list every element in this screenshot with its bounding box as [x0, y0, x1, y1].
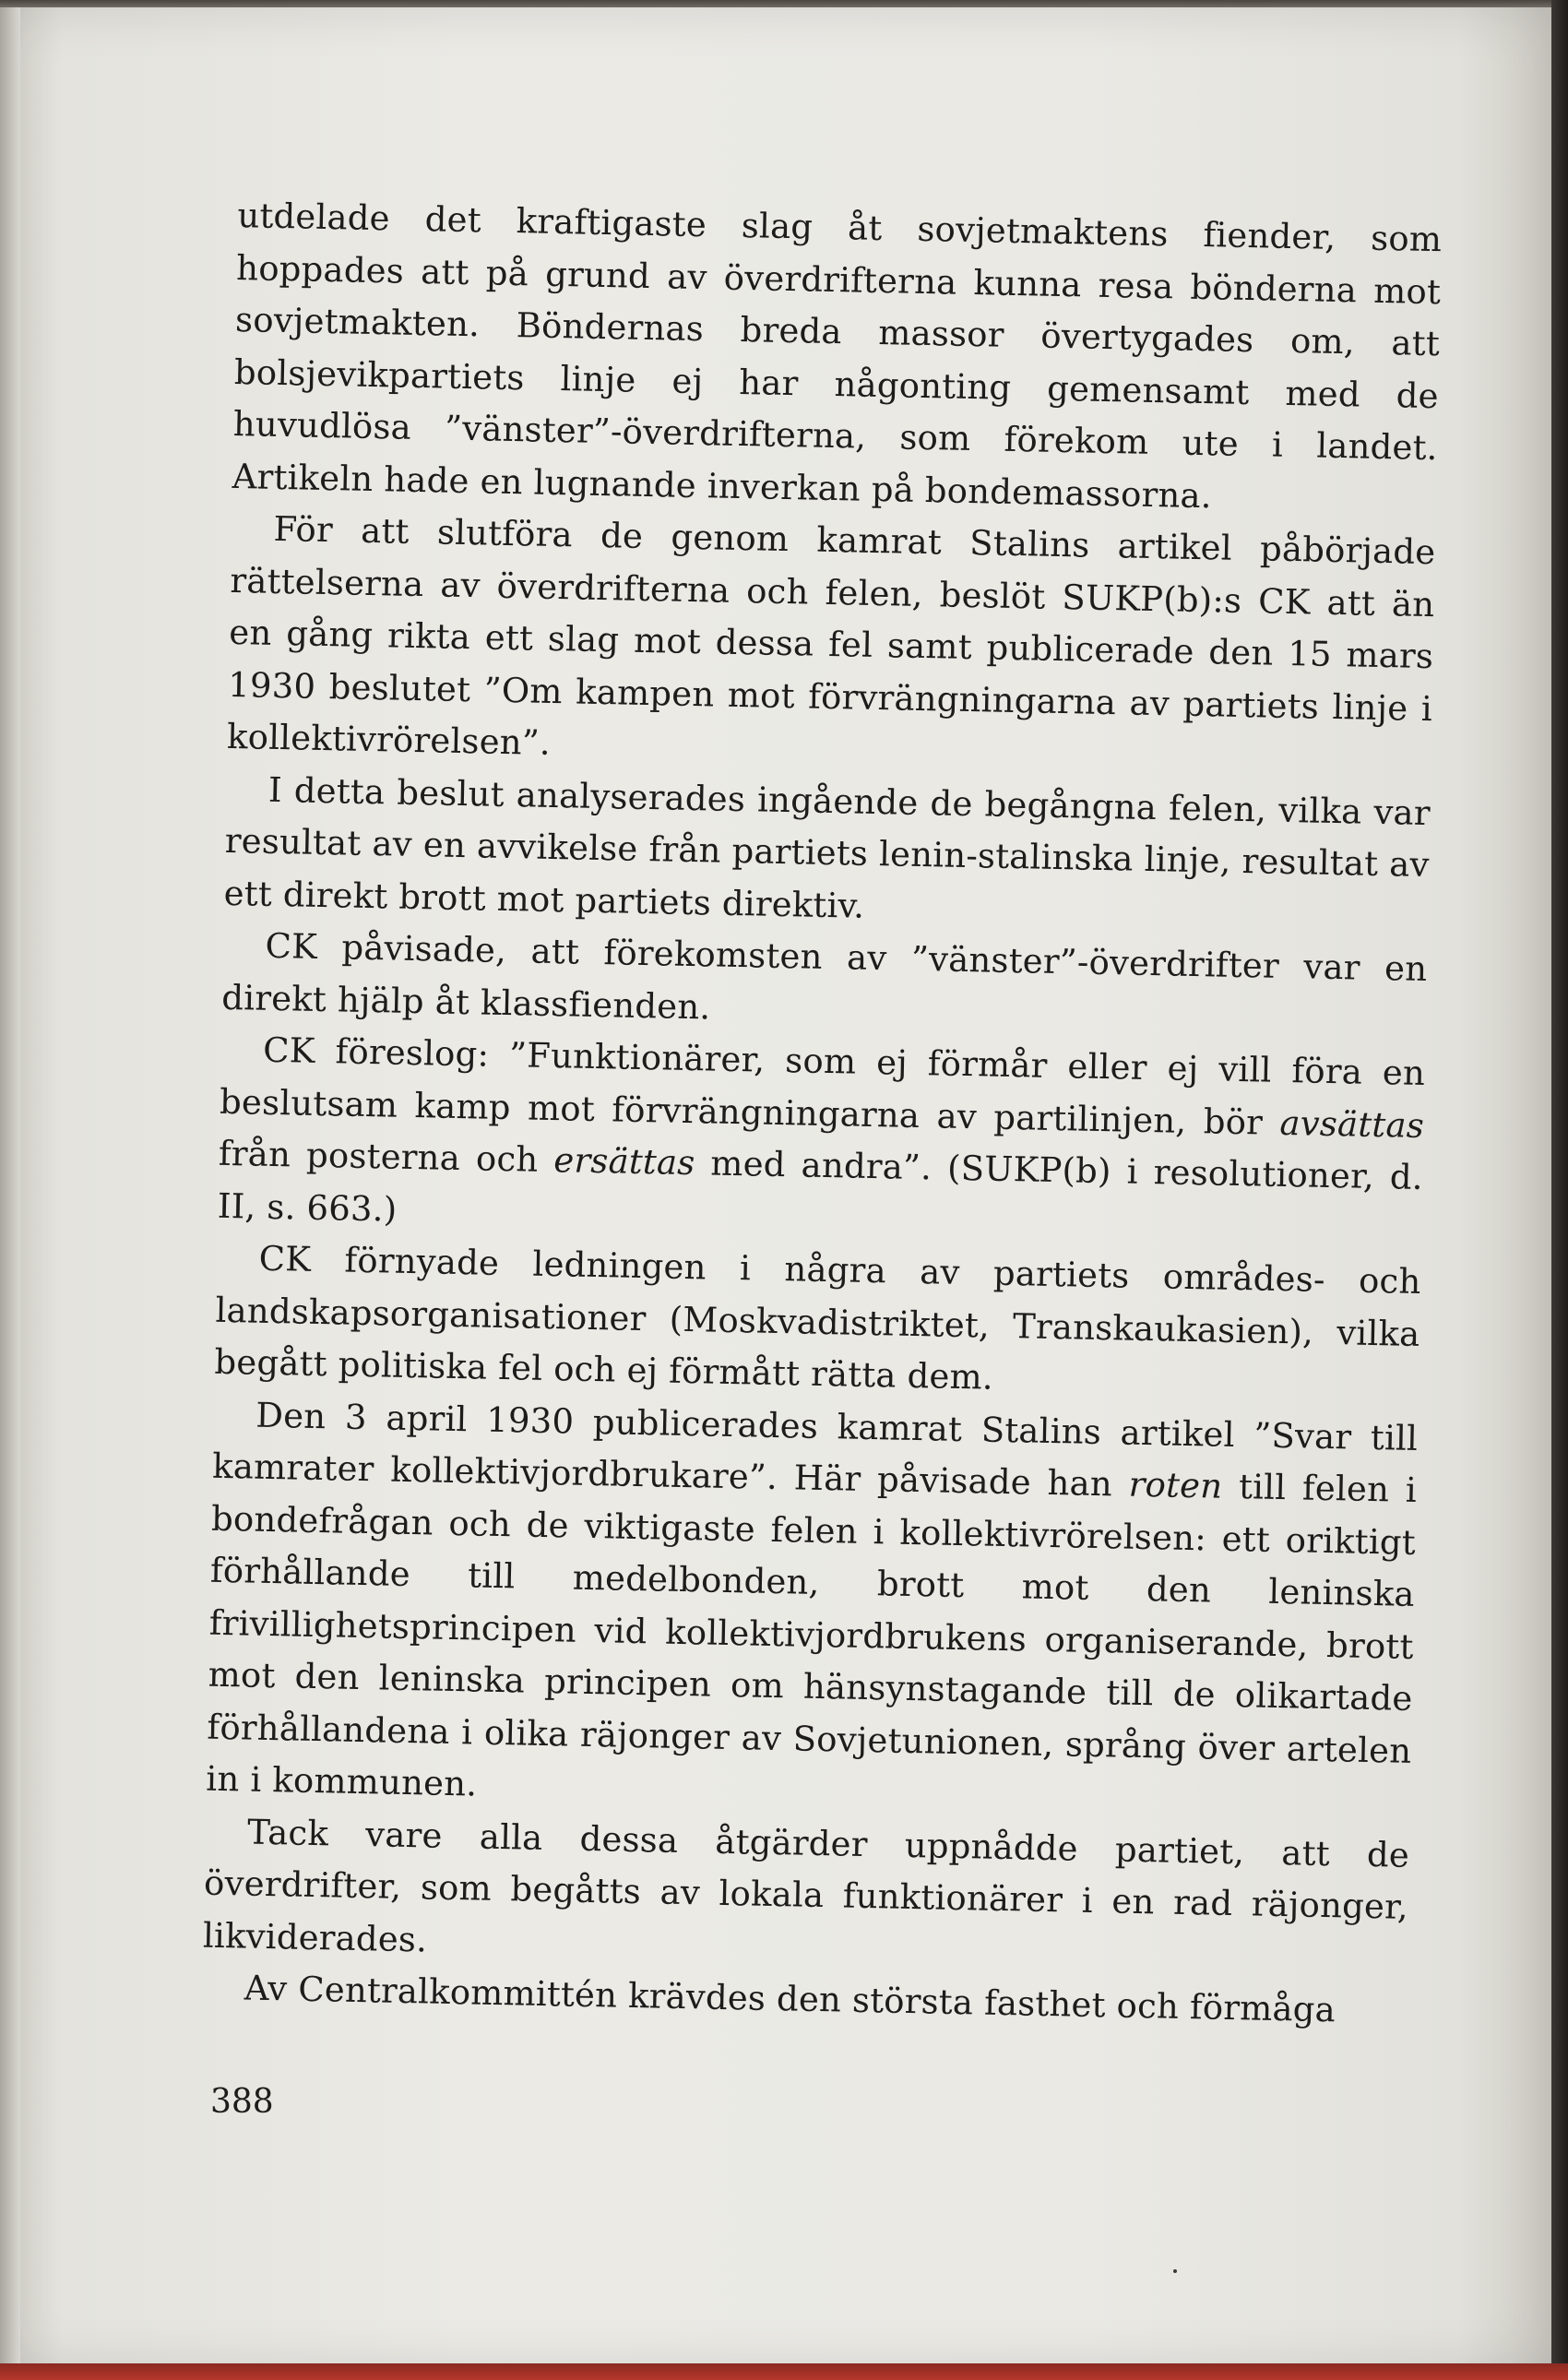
paragraph: CK påvisade, att förekomsten av ”vänster”-överdrifter var en direkt hjälp åt klassfienden.: [221, 925, 1428, 1027]
book-edge-right: [1551, 0, 1568, 2380]
text-run: CK föreslog: ”Funktionärer, som ej förmår eller ej vill föra en beslutsam kamp mot förvrängningarna av partilinjen, bör: [219, 1029, 1426, 1143]
text-run: från posterna och: [218, 1133, 554, 1181]
paragraph: Av Centralkommittén krävdes den största fasthet och förmåga: [244, 1968, 1336, 2030]
book-cover-edge-bottom: [0, 2363, 1568, 2380]
paragraph: utdelade det kraftigaste slag åt sovjetmaktens fiender, som hoppades att på grund av överdrifterna kunna resa bönderna mot sovjetmakten. Böndernas breda massor övertygades om, att bolsjevikpartiets linje ej har någonting gemensamt med de huvudlösa ”vänster”-överdrifterna, som förekom ute i landet. Artikeln hade en lugnande inverkan på bondemassorna.: [232, 195, 1443, 516]
paragraph: [206, 1388, 1419, 1829]
text-run: Den 3 april 1930 publicerades kamrat Stalins artikel ”Svar till kamrater kollektivjordbrukare”. Här påvisade han: [211, 1395, 1419, 1505]
italic-text-run: roten: [1128, 1464, 1223, 1506]
paper-speck: [1173, 2269, 1177, 2273]
italic-text-run: ersättas: [552, 1140, 695, 1184]
book-page: [0, 7, 1551, 2369]
text-run: till felen i bondefrågan och de viktigaste felen i kollektivrörelsen: ett oriktigt förhållande till medelbonden, brott mot den leninska frivillighetsprincipen vid kollektivjordbrukens organiserande, brott mot den leninska principen om hänsynstagande till de olikartade förhållandena i olika räjonger av Sovjetunionen, språng över artelen in i kommunen.: [205, 1466, 1418, 1804]
italic-text-run: avsättas: [1279, 1102, 1425, 1146]
paragraph: För att slutföra de genom kamrat Stalins artikel påbörjade rättelserna av överdrifterna och felen, beslöt SUKP(b):s CK att än en gång rikta ett slag mot dessa fel samt publicerade den 15 mars 1930 beslutet ”Om kampen mot förvrängningarna av partiets linje i kollektivrörelsen”.: [226, 508, 1436, 763]
paragraph: I detta beslut analyserades ingående de begångna felen, vilka var resultat av en avvikelse från partiets lenin-stalinska linje, resultat av ett direkt brott mot partiets direktiv.: [223, 769, 1431, 926]
page-number: 388: [210, 2083, 274, 2121]
paragraph: Tack vare alla dessa åtgärder uppnådde partiet, att de överdrifter, som begåtts av lokala funktionärer i en rad räjonger, likviderades.: [202, 1812, 1410, 1959]
body-text: [201, 190, 1442, 2038]
paragraph: [217, 1024, 1425, 1256]
page-binding-shadow: [0, 7, 20, 2369]
text-run: med andra”. (SUKP(b) i resolutioner, d. II, s. 663.): [217, 1143, 1424, 1230]
paragraph: CK förnyade ledningen i några av partiets områdes- och landskapsorganisationer (Moskvadistriktet, Transkaukasien), vilka begått politiska fel och ej förmått rätta dem.: [214, 1238, 1421, 1398]
